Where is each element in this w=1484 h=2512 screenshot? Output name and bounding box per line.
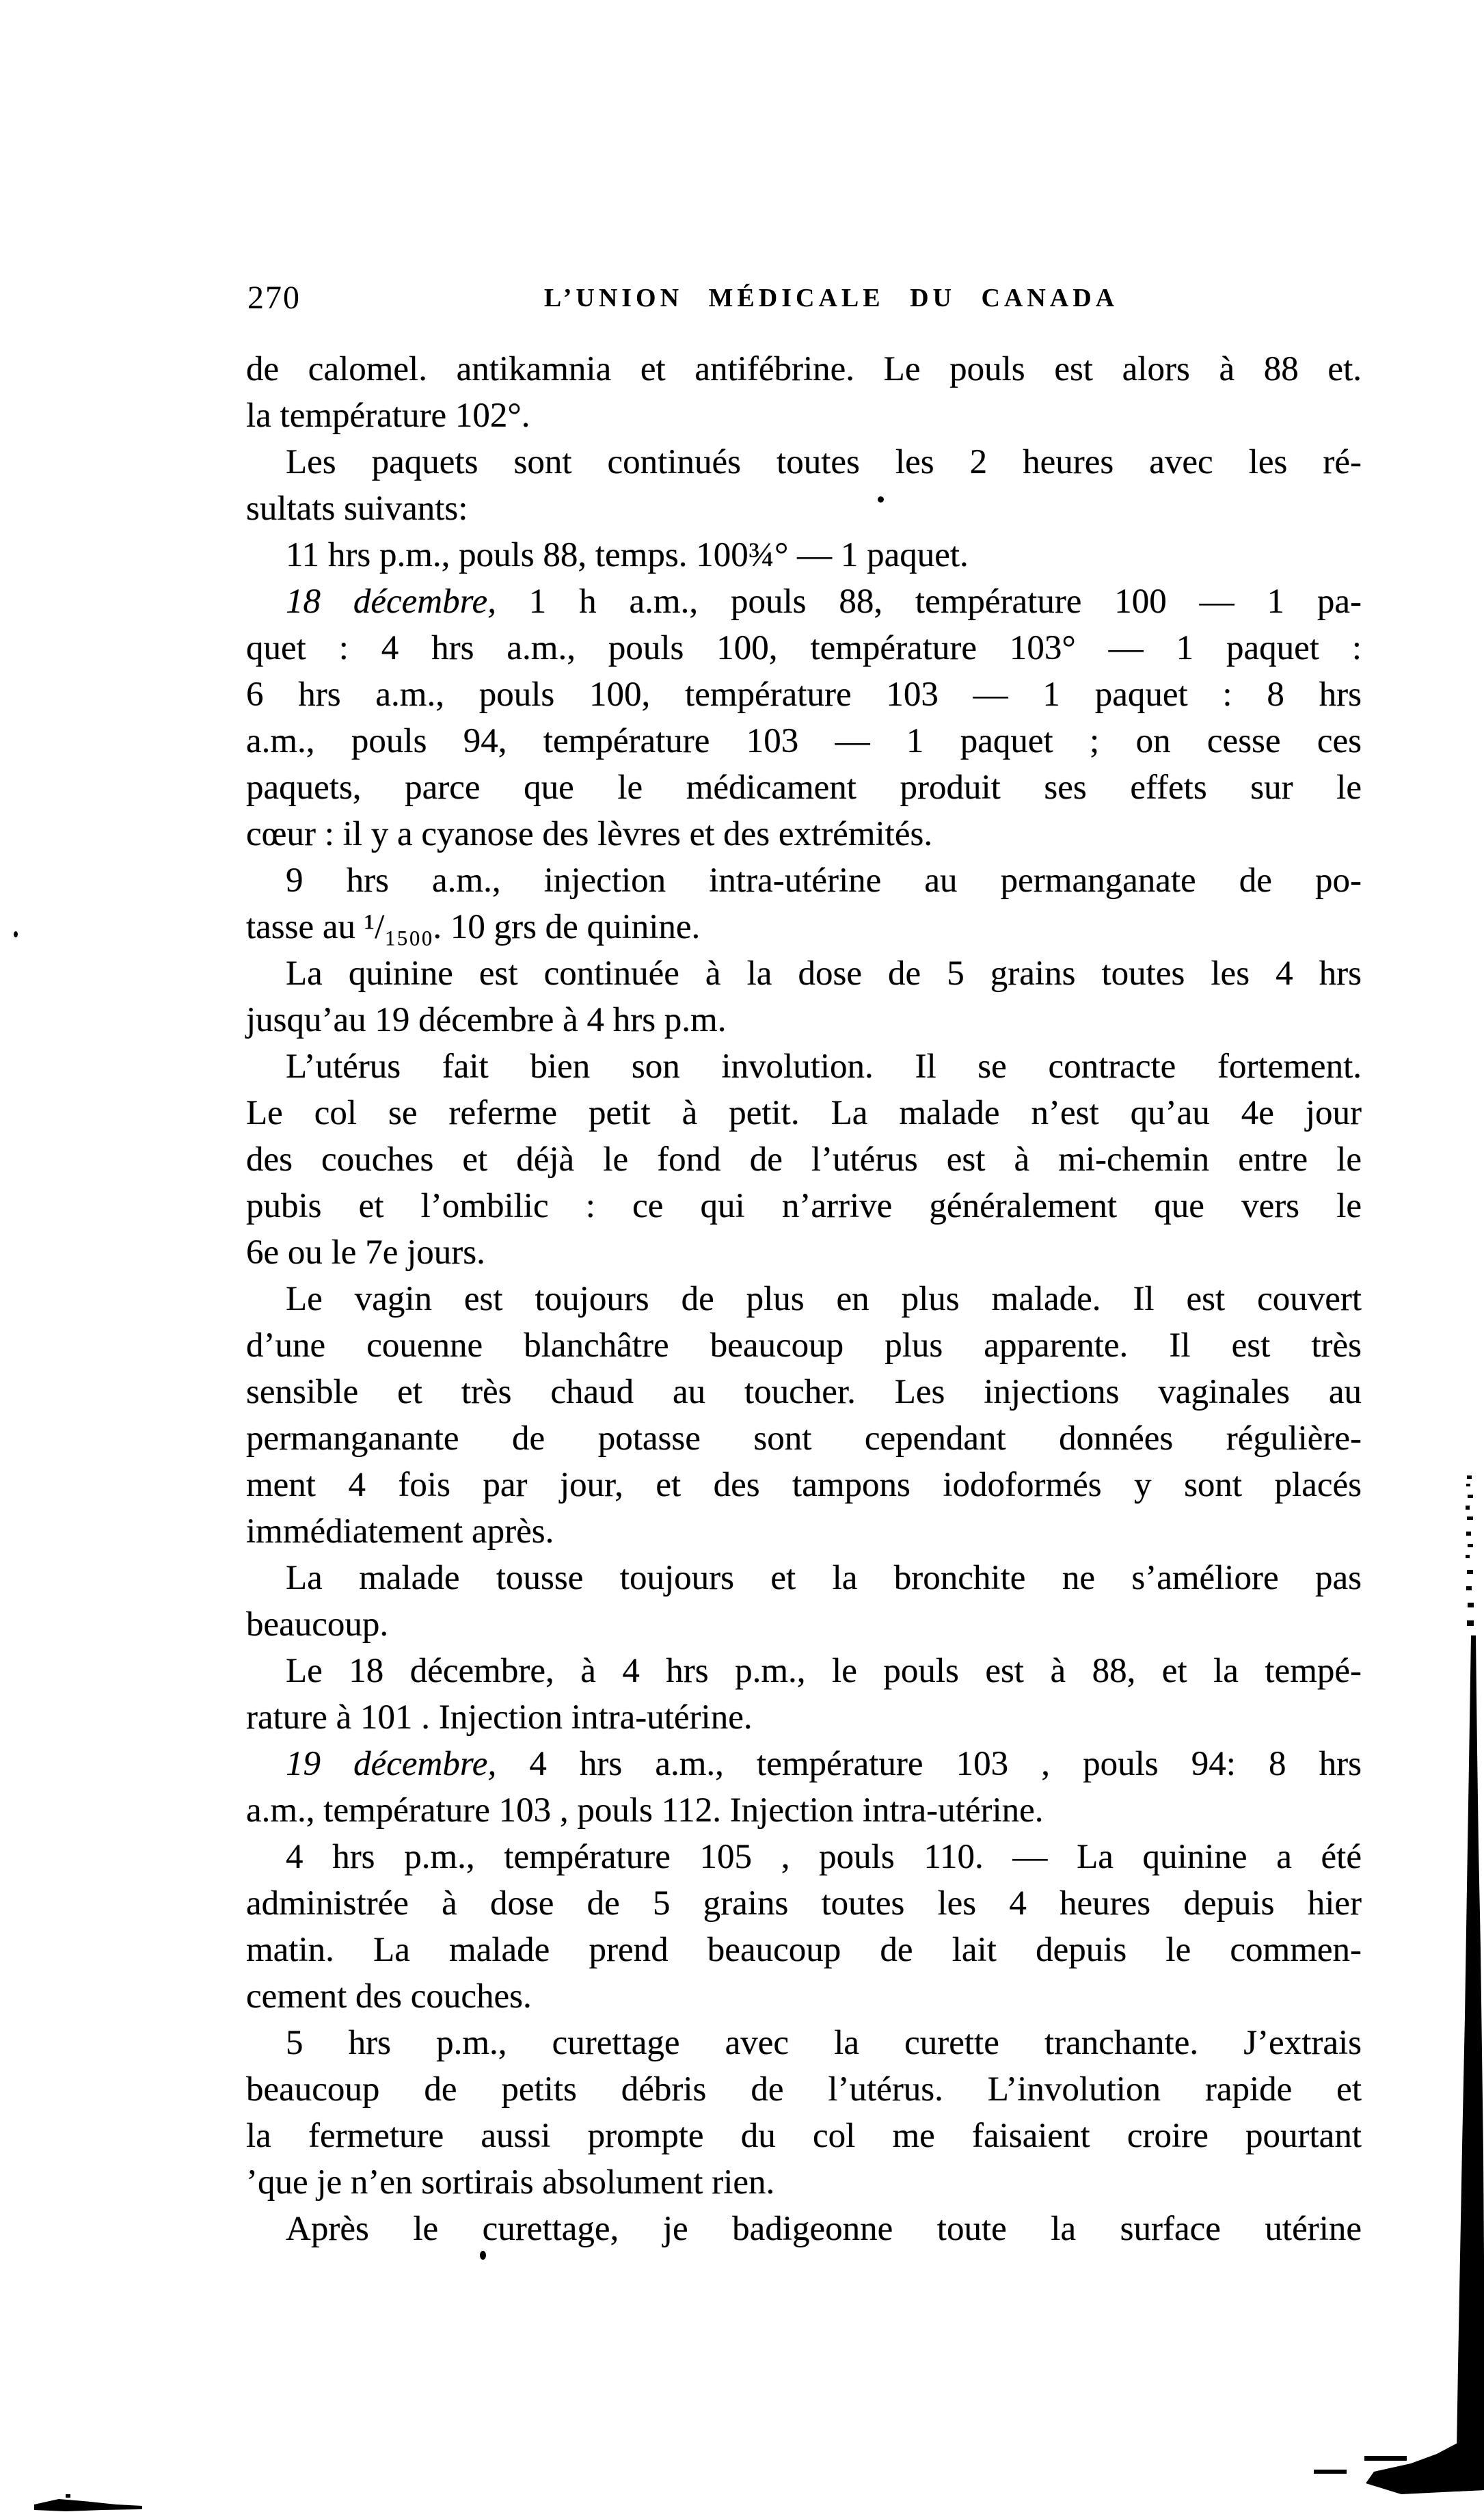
line-text: administrée à dose de 5 grains toutes les 4 heures depuis hier bbox=[246, 1884, 1362, 1923]
line-text: beaucoup. bbox=[246, 1605, 389, 1644]
page-number: 270 bbox=[247, 280, 301, 316]
text-line bbox=[246, 439, 1362, 485]
text-line bbox=[246, 904, 1362, 950]
text-line bbox=[246, 1462, 1362, 1508]
text-line bbox=[246, 718, 1362, 764]
text-line bbox=[246, 1136, 1362, 1183]
line-text: La malade tousse toujours et la bronchite ne s’améliore pas bbox=[286, 1559, 1362, 1597]
line-text: Les paquets sont continués toutes les 2 heures avec les ré- bbox=[286, 443, 1362, 481]
line-text: immédiatement après. bbox=[246, 1512, 554, 1551]
line-text: rature à 101 . Injection intra-utérine. bbox=[246, 1698, 753, 1737]
bottom-smudge-artifact bbox=[34, 2499, 142, 2511]
text-line bbox=[246, 578, 1362, 625]
line-text: ’que je n’en sortirais absolument rien. bbox=[246, 2163, 775, 2202]
line-text: paquets, parce que le médicament produit ses effets sur le bbox=[246, 769, 1362, 807]
line-text: matin. La malade prend beaucoup de lait depuis le commen- bbox=[246, 1931, 1362, 1969]
text-line bbox=[246, 1415, 1362, 1462]
line-text: la fermeture aussi prompte du col me faisaient croire pourtant bbox=[246, 2117, 1362, 2155]
text-line bbox=[246, 2206, 1362, 2252]
text-line bbox=[246, 485, 1362, 532]
line-text: tasse au ¹/₁₅₀₀. 10 grs de quinine. bbox=[246, 908, 701, 946]
line-text: pubis et l’ombilic : ce qui n’arrive généralement que vers le bbox=[246, 1187, 1362, 1225]
line-text: 11 hrs p.m., pouls 88, temps. 100¾° — 1 paquet. bbox=[286, 536, 969, 574]
text-line bbox=[246, 1183, 1362, 1229]
text-line bbox=[246, 392, 1362, 439]
line-text: 5 hrs p.m., curettage avec la curette tranchante. J’extrais bbox=[286, 2024, 1362, 2062]
text-line bbox=[246, 1648, 1362, 1694]
text-line bbox=[246, 1090, 1362, 1136]
body-text bbox=[246, 346, 1362, 2252]
text-line bbox=[246, 997, 1362, 1043]
line-text: ment 4 fois par jour, et des tampons iodoformés y sont placés bbox=[246, 1466, 1362, 1504]
text-line bbox=[246, 2113, 1362, 2159]
text-line bbox=[246, 346, 1362, 392]
text-line bbox=[246, 1555, 1362, 1601]
date-italic-text: 19 décembre, bbox=[286, 1745, 497, 1783]
text-line bbox=[246, 1787, 1362, 1834]
line-text: a.m., température 103 , pouls 112. Injection intra-utérine. bbox=[246, 1791, 1044, 1830]
ink-speck bbox=[480, 2251, 486, 2260]
text-line bbox=[246, 2020, 1362, 2066]
line-text: 6e ou le 7e jours. bbox=[246, 1233, 485, 1272]
line-text: beaucoup de petits débris de l’utérus. L’involution rapide et bbox=[246, 2070, 1362, 2109]
line-text: a.m., pouls 94, température 103 — 1 paquet ; on cesse ces bbox=[246, 722, 1362, 760]
text-line bbox=[246, 1927, 1362, 1973]
ink-speck bbox=[14, 931, 18, 937]
line-text: de calomel. antikamnia et antifébrine. Le pouls est alors à 88 et. bbox=[246, 350, 1362, 388]
line-text: 4 hrs a.m., température 103 , pouls 94: 8 hrs bbox=[496, 1745, 1362, 1783]
text-line bbox=[246, 1229, 1362, 1276]
journal-title: L’UNION MÉDICALE DU CANADA bbox=[543, 284, 1119, 312]
line-text: d’une couenne blanchâtre beaucoup plus apparente. Il est très bbox=[246, 1326, 1362, 1365]
corner-streak-artifact bbox=[1364, 2456, 1407, 2461]
line-text: 4 hrs p.m., température 105 , pouls 110. — La quinine a été bbox=[286, 1838, 1362, 1876]
line-text: jusqu’au 19 décembre à 4 hrs p.m. bbox=[246, 1001, 727, 1039]
line-text: la température 102°. bbox=[246, 397, 530, 435]
line-text: 1 h a.m., pouls 88, température 100 — 1 pa- bbox=[496, 583, 1362, 621]
text-line bbox=[246, 1601, 1362, 1648]
date-italic-text: 18 décembre, bbox=[286, 583, 496, 621]
line-text: quet : 4 hrs a.m., pouls 100, température 103° — 1 paquet : bbox=[246, 629, 1362, 667]
edge-dash-artifact bbox=[1466, 1475, 1474, 1626]
line-text: Le col se referme petit à petit. La malade n’est qu’au 4e jour bbox=[246, 1094, 1362, 1132]
text-line bbox=[246, 1369, 1362, 1415]
edge-bar-artifact bbox=[1456, 1635, 1484, 2491]
text-line bbox=[246, 1508, 1362, 1555]
text-line bbox=[246, 1973, 1362, 2020]
line-text: La quinine est continuée à la dose de 5 grains toutes les 4 hrs bbox=[286, 954, 1362, 993]
text-line bbox=[246, 1694, 1362, 1741]
line-text: L’utérus fait bien son involution. Il se contracte fortement. bbox=[286, 1047, 1362, 1086]
text-line bbox=[246, 1834, 1362, 1880]
line-text: Après le curettage, je badigeonne toute la surface utérine bbox=[286, 2210, 1362, 2248]
line-text: 6 hrs a.m., pouls 100, température 103 — 1 paquet : 8 hrs bbox=[246, 676, 1362, 714]
text-line bbox=[246, 671, 1362, 718]
line-text: permanganante de potasse sont cependant données régulière- bbox=[246, 1419, 1362, 1458]
line-text: 9 hrs a.m., injection intra-utérine au permanganate de po- bbox=[286, 861, 1362, 900]
text-line bbox=[246, 532, 1362, 578]
line-text: cement des couches. bbox=[246, 1977, 532, 2016]
corner-streak-artifact bbox=[1314, 2470, 1347, 2474]
text-line bbox=[246, 1322, 1362, 1369]
text-line bbox=[246, 1276, 1362, 1322]
text-line bbox=[246, 2159, 1362, 2206]
text-line bbox=[246, 950, 1362, 997]
text-line bbox=[246, 811, 1362, 857]
text-line bbox=[246, 1741, 1362, 1787]
text-line bbox=[246, 764, 1362, 811]
line-text: Le vagin est toujours de plus en plus malade. Il est couvert bbox=[286, 1280, 1362, 1318]
corner-blob-artifact bbox=[1366, 2429, 1484, 2494]
line-text: Le 18 décembre, à 4 hrs p.m., le pouls est à 88, et la tempé- bbox=[286, 1652, 1362, 1690]
text-line bbox=[246, 857, 1362, 904]
text-line bbox=[246, 1880, 1362, 1927]
text-line bbox=[246, 625, 1362, 671]
line-text: sensible et très chaud au toucher. Les injections vaginales au bbox=[246, 1373, 1362, 1411]
line-text: sultats suivants: bbox=[246, 490, 468, 528]
line-text: cœur : il y a cyanose des lèvres et des extrémités. bbox=[246, 815, 933, 853]
bottom-smudge-artifact bbox=[66, 2494, 70, 2498]
ink-speck bbox=[878, 496, 884, 503]
text-line bbox=[246, 2066, 1362, 2113]
text-line bbox=[246, 1043, 1362, 1090]
line-text: des couches et déjà le fond de l’utérus est à mi-chemin entre le bbox=[246, 1140, 1362, 1179]
